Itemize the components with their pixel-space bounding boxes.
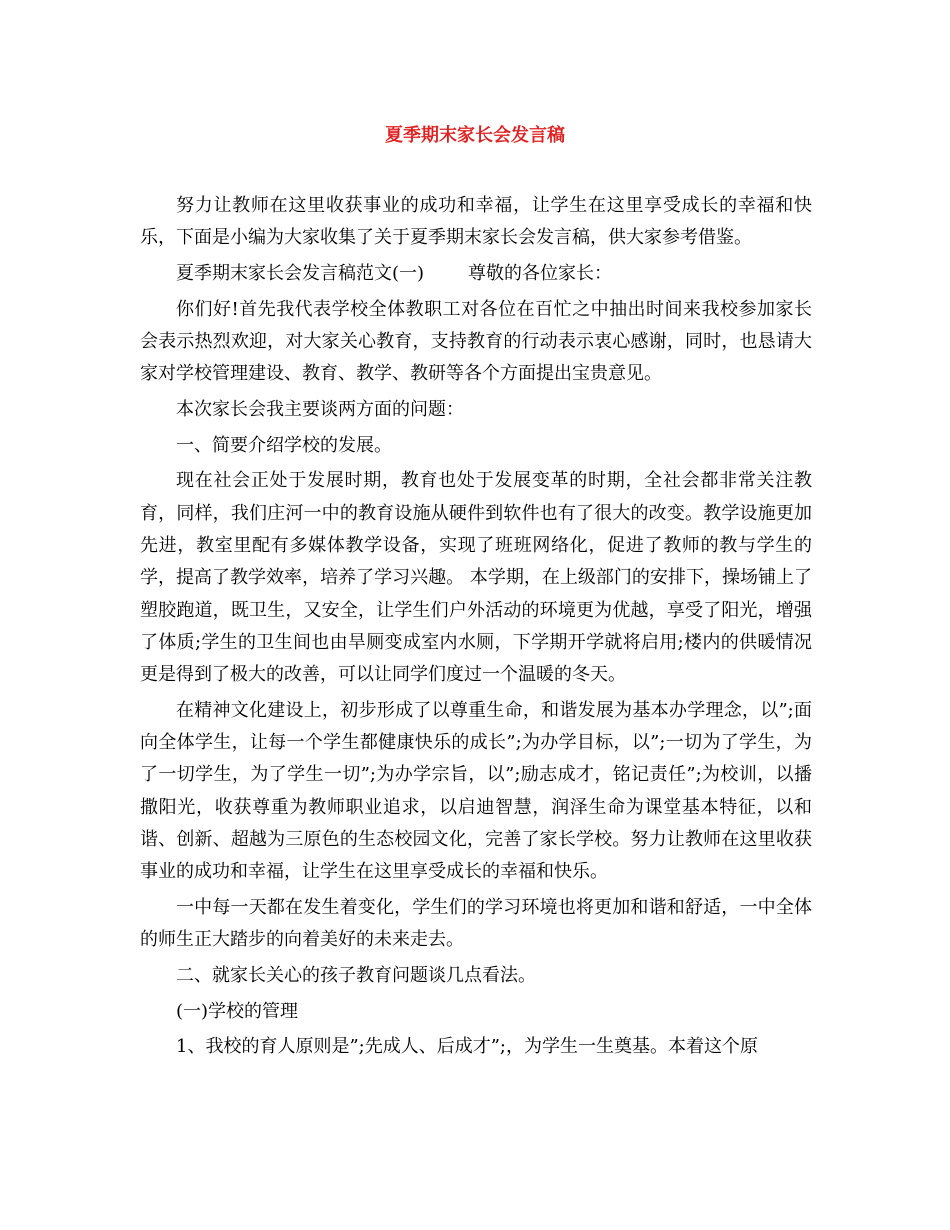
paragraph-principle: 1、我校的育人原则是”;先成人、后成才”;，为学生一生奠基。本着这个原	[176, 1036, 758, 1058]
paragraph-intro: 努力让教师在这里收获事业的成功和幸福，让学生在这里享受成长的幸福和快乐，下面是小编为大家收集了关于夏季期末家长会发言稿，供大家参考借鉴。	[140, 195, 812, 249]
paragraph-section-two: 二、就家长关心的孩子教育问题谈几点看法。	[176, 964, 536, 986]
sample-heading: 夏季期末家长会发言稿范文(一)	[176, 262, 425, 284]
paragraph-facilities: 现在社会正处于发展时期，教育也处于发展变革的时期，全社会都非常关注教育，同样，我们庄河一中的教育设施从硬件到软件也有了很大的改变。教学设施更加先进，教室里配有多媒体教学设备，实现了班班网络化，促进了教师的教与学生的学，提高了教学效率，培养了学习兴趣。 本学期，在上级部门的安排下，操场铺上了塑胶跑道，既卫生，又安全，让学生们户外活动的环境更为优越，享受了阳光，增强了体质;学生的卫生间也由旱厕变成室内水厕，下学期开学就将启用;楼内的供暖情况更是得到了极大的改善，可以让同学们度过一个温暖的冬天。	[140, 470, 812, 686]
paragraph-culture: 在精神文化建设上，初步形成了以尊重生命，和谐发展为基本办学理念，以”;面向全体学生，让每一个学生都健康快乐的成长”;为办学目标，以”;一切为了学生，为了一切学生，为了学生一切”;为办学宗旨，以”;励志成才，铭记责任”;为校训，以播撒阳光，收获尊重为教师职业追求，以启迪智慧，润泽生命为课堂基本特征，以和谐、创新、超越为三原色的生态校园文化，完善了家长学校。努力让教师在这里收获事业的成功和幸福，让学生在这里享受成长的幸福和快乐。	[140, 699, 812, 883]
greeting: 尊敬的各位家长：	[468, 262, 613, 284]
paragraph-change: 一中每一天都在发生着变化，学生们的学习环境也将更加和谐和舒适，一中全体的师生正大踏步的向着美好的未来走去。	[140, 896, 812, 951]
document-title: 夏季期末家长会发言稿	[385, 125, 565, 146]
paragraph-management: (一)学校的管理	[176, 1000, 299, 1022]
document-body	[140, 190, 812, 1067]
paragraph-topics: 本次家长会我主要谈两方面的问题：	[176, 398, 464, 420]
paragraph-section-one: 一、简要介绍学校的发展。	[176, 434, 392, 456]
paragraph-sample-heading	[140, 258, 812, 290]
paragraph-welcome: 你们好!首先我代表学校全体教职工对各位在百忙之中抽出时间来我校参加家长会表示热烈欢迎，对大家关心教育，支持教育的行动表示衷心感谢，同时，也恳请大家对学校管理建设、教育、教学、教研等各个方面提出宝贵意见。	[140, 298, 812, 385]
